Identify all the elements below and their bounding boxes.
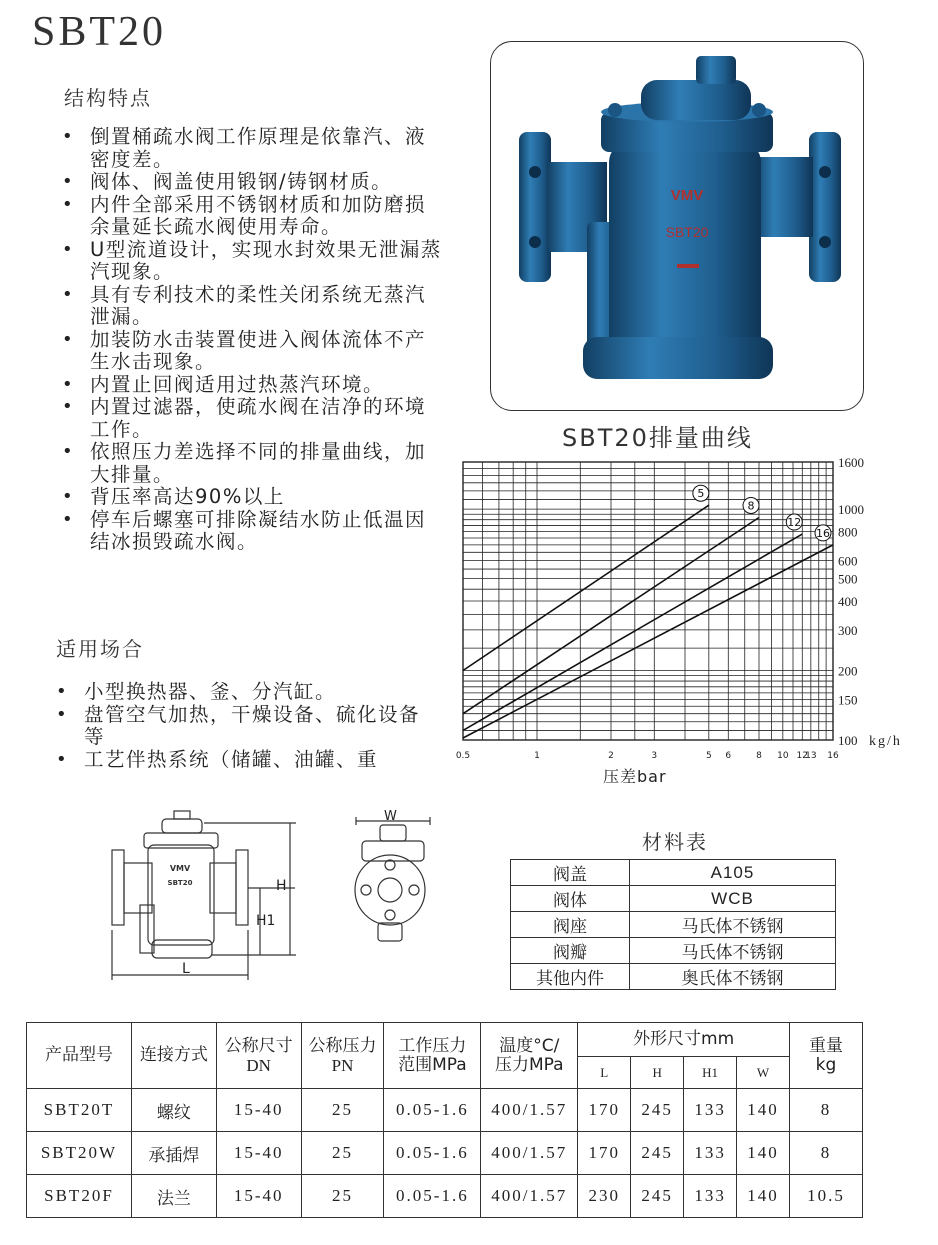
cell-h: 245 [631,1132,684,1175]
y-tick-label: 100 [838,733,858,748]
feature-item: • 背压率高达90%以上 [62,486,442,509]
cell-h1: 133 [684,1175,737,1218]
feature-item: • 停车后螺塞可排除凝结水防止低温因结冰损毁疏水阀。 [62,509,442,554]
cell-pn: 25 [301,1089,384,1132]
x-tick-label: 13 [805,751,817,761]
features-heading: 结构特点 [64,86,152,110]
spec-header-row [27,1023,863,1057]
cell-h: 245 [631,1089,684,1132]
drawing-brand-text: VMV [169,864,191,873]
series-label: 16 [816,526,830,540]
header-pn-line1: 公称压力 [308,1035,377,1056]
cell-model: SBT20F [27,1175,132,1218]
materials-row [511,938,836,964]
cell-connection: 承插焊 [131,1132,216,1175]
cell-h: 245 [631,1175,684,1218]
header-l: L [578,1057,631,1089]
y-tick-label: 600 [838,553,858,569]
material-value: WCB [630,886,836,912]
dimension-drawing [100,805,440,980]
cell-weight: 8 [790,1089,863,1132]
header-temp [481,1023,578,1089]
cell-wp: 0.05-1.6 [384,1089,481,1132]
series-label: 12 [787,516,802,530]
series-label: 8 [747,499,755,513]
x-tick-label: 6 [725,751,732,761]
header-weight [790,1023,863,1089]
chart-title: SBT20排量曲线 [562,424,753,452]
header-weight-line2: kg [815,1054,837,1075]
dim-l-label: L [182,961,190,977]
x-tick-label: 5 [705,751,712,761]
cell-dn: 15-40 [216,1132,301,1175]
product-photo [491,42,863,410]
cell-w: 140 [737,1132,790,1175]
feature-item: • 具有专利技术的柔性关闭系统无蒸汽泄漏。 [62,284,442,329]
x-tick-label: 8 [756,751,762,761]
header-h: H [631,1057,684,1089]
feature-item: • 依照压力差选择不同的排量曲线，加大排量。 [62,441,442,486]
x-tick-label: 16 [827,751,839,761]
dim-w-label: W [384,809,397,824]
cell-dn: 15-40 [216,1175,301,1218]
header-dn-line2: DN [246,1055,271,1075]
material-part: 阀盖 [511,860,630,886]
series-line [463,534,802,730]
cell-connection: 法兰 [131,1175,216,1218]
x-axis-label: 压差bar [603,767,667,786]
header-w: W [737,1057,790,1089]
y-tick-label: 200 [838,663,858,679]
cell-temp: 400/1.57 [481,1089,578,1132]
header-connection: 连接方式 [131,1023,216,1089]
cell-wp: 0.05-1.6 [384,1175,481,1218]
cell-weight: 8 [790,1132,863,1175]
x-tick-label: 0.5 [455,751,471,761]
header-dims: 外形尺寸mm [578,1023,790,1057]
spec-row [27,1175,863,1218]
series-label: 5 [697,487,705,501]
feature-item: • 内置过滤器，使疏水阀在洁净的环境工作。 [62,396,442,441]
cell-l: 230 [578,1175,631,1218]
cell-model: SBT20T [27,1089,132,1132]
header-dn-line1: 公称尺寸 [224,1035,293,1056]
header-wp [384,1023,481,1089]
x-tick-label: 10 [777,751,789,761]
y-tick-label: 800 [838,524,858,540]
cell-weight: 10.5 [790,1175,863,1218]
x-tick-label: 1 [534,751,540,761]
x-tick-label: 3 [651,751,658,761]
series-line [463,545,833,738]
materials-table [510,859,836,990]
header-temp-line1: 温度°C/ [499,1035,560,1056]
material-part: 其他内件 [511,964,630,990]
cell-model: SBT20W [27,1132,132,1175]
product-photo-frame [490,41,864,411]
feature-item: • 加装防水击装置使进入阀体流体不产生水击现象。 [62,329,442,374]
material-part: 阀座 [511,912,630,938]
application-item: • 工艺伴热系统（储罐、油罐、重 [56,749,426,772]
y-tick-label: 1600 [838,455,864,470]
dim-h-label: H [276,878,287,894]
y-tick-label: 1000 [838,502,864,518]
cell-temp: 400/1.57 [481,1132,578,1175]
applications-list [56,681,426,771]
header-weight-line1: 重量 [809,1035,843,1056]
cell-wp: 0.05-1.6 [384,1132,481,1175]
spec-row [27,1132,863,1175]
cell-dn: 15-40 [216,1089,301,1132]
materials-row [511,886,836,912]
cell-pn: 25 [301,1175,384,1218]
material-part: 阀体 [511,886,630,912]
cell-l: 170 [578,1089,631,1132]
material-part: 阀瓣 [511,938,630,964]
header-pn [301,1023,384,1089]
cell-connection: 螺纹 [131,1089,216,1132]
dim-h1-label: H1 [256,913,276,929]
materials-row [511,860,836,886]
header-dn [216,1023,301,1089]
materials-row [511,912,836,938]
y-tick-label: 500 [838,571,858,587]
y-tick-label: 400 [838,594,858,609]
header-pn-line2: PN [331,1055,354,1075]
y-axis-label: kg/h [869,734,902,749]
header-wp-line1: 工作压力 [398,1035,467,1056]
material-value: A105 [630,860,836,886]
feature-item: • 阀体、阀盖使用锻钢/铸钢材质。 [62,171,442,194]
photo-brand-text: VMV [670,187,704,204]
photo-model-text: SBT20 [665,224,709,240]
header-model: 产品型号 [27,1023,132,1089]
materials-row [511,964,836,990]
series-line [463,505,709,670]
feature-item: • U型流道设计，实现水封效果无泄漏蒸汽现象。 [62,239,442,284]
feature-item: • 内件全部采用不锈钢材质和加防磨损余量延长疏水阀使用寿命。 [62,194,442,239]
cell-h1: 133 [684,1089,737,1132]
material-value: 马氏体不锈钢 [630,912,836,938]
feature-item: • 内置止回阀适用过热蒸汽环境。 [62,374,442,397]
header-wp-line2: 范围MPa [398,1054,467,1075]
header-temp-line2: 压力MPa [494,1054,564,1075]
materials-caption: 材料表 [642,830,708,854]
cell-h1: 133 [684,1132,737,1175]
cell-temp: 400/1.57 [481,1175,578,1218]
features-list [62,126,442,554]
feature-item: • 倒置桶疏水阀工作原理是依靠汽、液密度差。 [62,126,442,171]
discharge-chart [455,452,925,792]
spec-table [26,1022,863,1218]
application-item: • 盘管空气加热，干燥设备、硫化设备等 [56,704,426,749]
application-item: • 小型换热器、釜、分汽缸。 [56,681,426,704]
y-tick-label: 150 [838,692,858,708]
page-title: SBT20 [32,9,167,55]
header-h1: H1 [684,1057,737,1089]
spec-row [27,1089,863,1132]
cell-w: 140 [737,1175,790,1218]
cell-w: 140 [737,1089,790,1132]
cell-l: 170 [578,1132,631,1175]
material-value: 奥氏体不锈钢 [630,964,836,990]
y-tick-label: 300 [838,622,858,638]
applications-heading: 适用场合 [56,637,144,661]
cell-pn: 25 [301,1132,384,1175]
x-tick-label: 12 [796,751,809,761]
material-value: 马氏体不锈钢 [630,938,836,964]
x-tick-label: 2 [608,751,614,761]
drawing-model-text: SBT20 [167,879,193,887]
